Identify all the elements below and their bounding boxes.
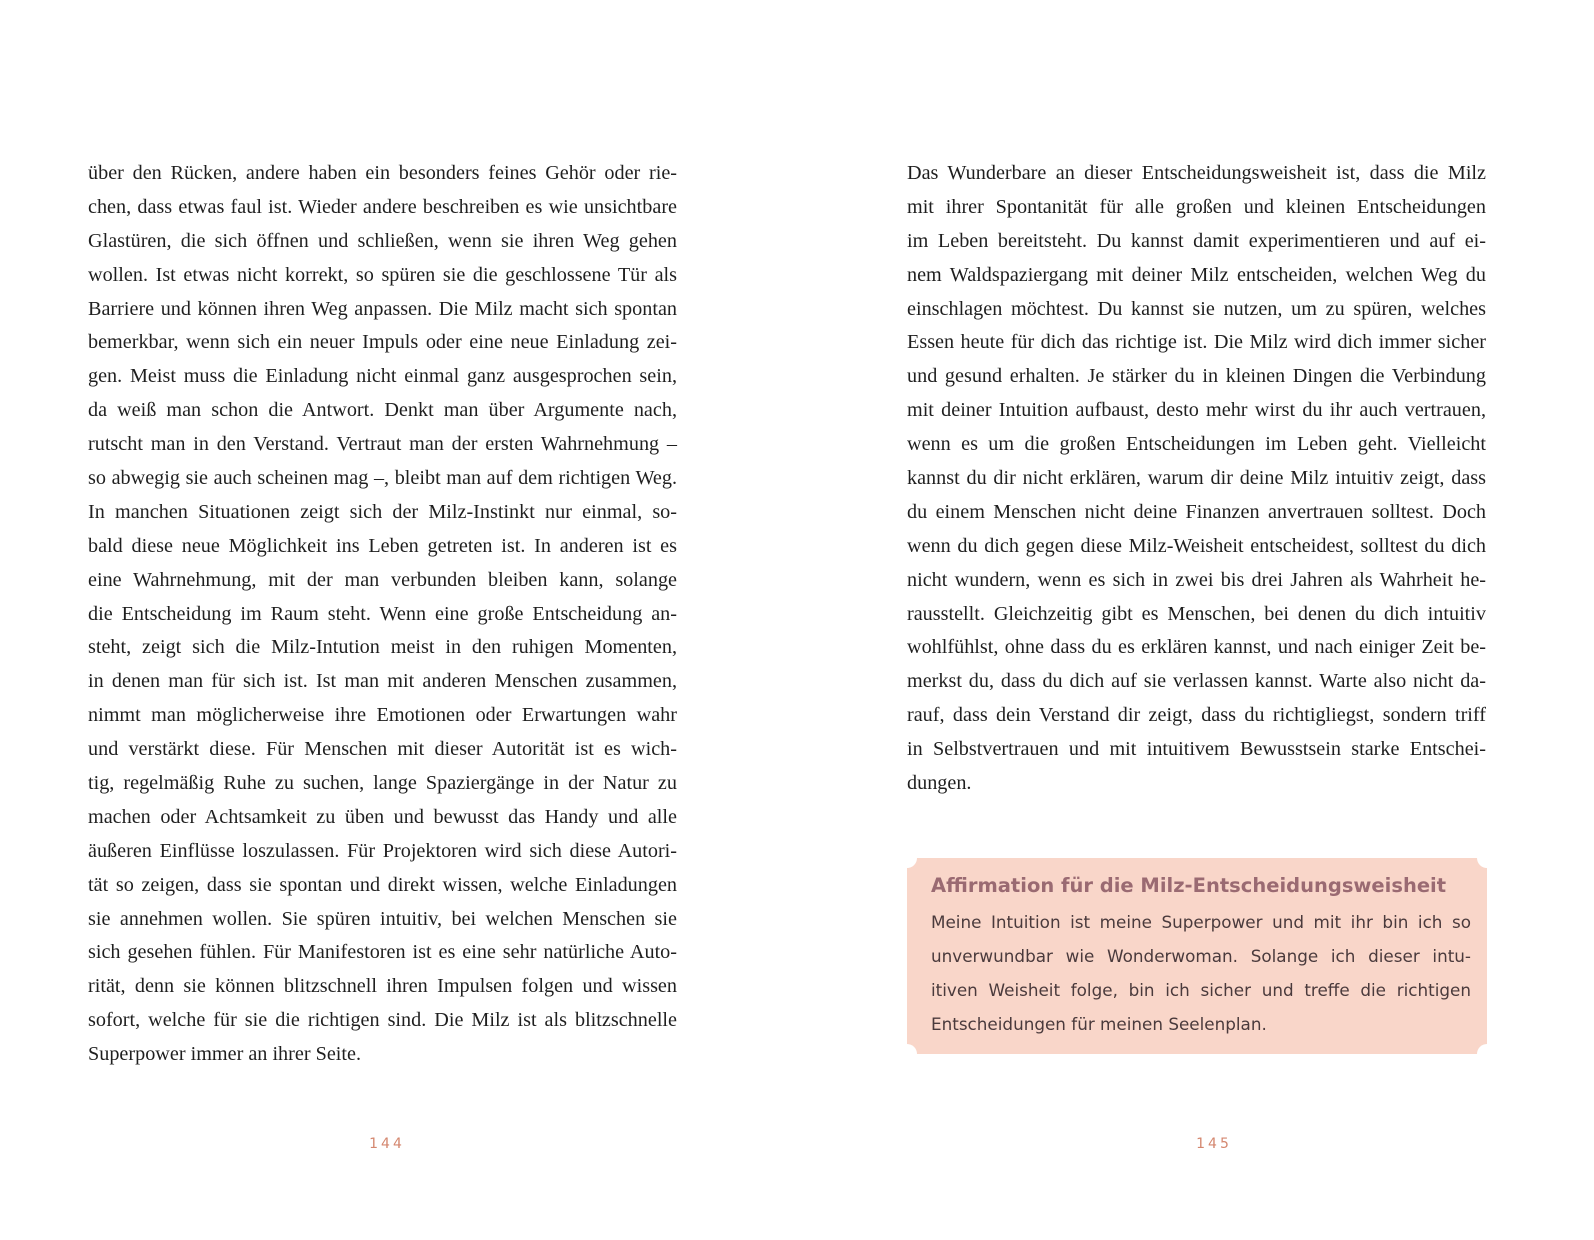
body-text: [88, 157, 677, 1072]
text-line: kannst du dir nicht erklären, warum dir deine Milz intuitiv zeigt, dass: [907, 467, 1486, 490]
text-line: im Leben bereitsteht. Du kannst damit experimentieren und auf ei-: [907, 229, 1486, 252]
box-corner-notch: [1477, 848, 1497, 868]
text-line: über den Rücken, andere haben ein besonders feines Gehör oder rie-: [88, 162, 677, 184]
text-line: wollen. Ist etwas nicht korrekt, so spüren sie die geschlossene Tür als: [88, 263, 677, 286]
text-line: rutscht man in den Verstand. Vertraut man der ersten Wahrnehmung –: [88, 433, 677, 456]
text-line: chen, dass etwas faul ist. Wieder andere beschreiben es wie unsichtbare: [88, 195, 677, 218]
text-line: wenn du dich gegen diese Milz-Weisheit entscheidest, solltest du dich: [907, 534, 1486, 557]
box-corner-notch: [1477, 1044, 1497, 1064]
text-line: wohlfühlst, ohne dass du es erklären kannst, und nach einiger Zeit be-: [907, 636, 1486, 659]
text-line: tät so zeigen, dass sie spontan und direkt wissen, welche Einladungen: [88, 873, 677, 896]
text-line: sie annehmen wollen. Sie spüren intuitiv, bei welchen Menschen sie: [88, 907, 677, 930]
text-line: Superpower immer an ihrer Seite.: [88, 1043, 362, 1066]
text-line: mit ihrer Spontanität für alle großen und kleinen Entscheidungen: [907, 195, 1486, 218]
text-line: machen oder Achtsamkeit zu üben und bewusst das Handy und alle: [88, 805, 677, 828]
affirmation-box: [907, 858, 1487, 1054]
page-number: 144: [369, 1136, 405, 1152]
text-line: bald diese neue Möglichkeit ins Leben getreten ist. In anderen ist es: [88, 534, 677, 557]
text-line: In manchen Situationen zeigt sich der Milz-Instinkt nur einmal, so-: [88, 500, 677, 523]
text-line: rität, denn sie können blitzschnell ihren Impulsen folgen und wissen: [88, 975, 677, 998]
text-line: tig, regelmäßig Ruhe zu suchen, lange Spaziergänge in der Natur zu: [88, 772, 677, 795]
text-line: nem Waldspaziergang mit deiner Milz entscheiden, welchen Weg du: [907, 263, 1486, 286]
affirmation-title: Affirmation für die Milz-Entscheidungsweisheit: [931, 874, 1447, 897]
text-line: rausstellt. Gleichzeitig gibt es Menschen, bei denen du dich intuitiv: [907, 602, 1486, 625]
text-line: einschlagen möchtest. Du kannst sie nutzen, um zu spüren, welches: [907, 297, 1486, 320]
text-line: itiven Weisheit folge, bin ich sicher und treffe die richtigen: [931, 980, 1471, 1000]
right-page: [797, 0, 1594, 1240]
text-line: sofort, welche für sie die richtigen sind. Die Milz ist als blitzschnelle: [88, 1009, 677, 1032]
text-line: Essen heute für dich das richtige ist. Die Milz wird dich immer sicher: [907, 331, 1486, 354]
text-line: Glastüren, die sich öffnen und schließen, wenn sie ihren Weg gehen: [88, 229, 677, 252]
text-line: steht, zeigt sich die Milz-Intution meist in den ruhigen Momenten,: [88, 636, 677, 659]
text-line: unverwundbar wie Wonderwoman. Solange ich dieser intu-: [931, 946, 1471, 966]
box-corner-notch: [897, 848, 917, 868]
page-number: 145: [1196, 1136, 1232, 1152]
text-line: nimmt man möglicherweise ihre Emotionen oder Erwartungen wahr: [88, 704, 677, 727]
text-line: du einem Menschen nicht deine Finanzen anvertrauen solltest. Doch: [907, 500, 1486, 523]
text-line: merkst du, dass du dich auf sie verlassen kannst. Warte also nicht da-: [907, 670, 1486, 693]
text-line: in denen man für sich ist. Ist man mit anderen Menschen zusammen,: [88, 670, 677, 693]
text-line: sich gesehen fühlen. Für Manifestoren ist es eine sehr natürliche Auto-: [88, 941, 677, 964]
affirmation-text: [931, 905, 1471, 1041]
text-line: und gesund erhalten. Je stärker du in kleinen Dingen die Verbindung: [907, 365, 1486, 388]
text-line: nicht wundern, wenn es sich in zwei bis drei Jahren als Wahrheit he-: [907, 568, 1486, 591]
text-line: bemerkbar, wenn sich ein neuer Impuls oder eine neue Einladung zei-: [88, 331, 677, 354]
body-text: [907, 157, 1486, 801]
text-line: in Selbstvertrauen und mit intuitivem Bewusstsein starke Entschei-: [907, 738, 1486, 761]
text-line: äußeren Einflüsse loszulassen. Für Projektoren wird sich diese Autori-: [88, 839, 677, 862]
text-line: da weiß man schon die Antwort. Denkt man über Argumente nach,: [88, 399, 677, 422]
text-line: gen. Meist muss die Einladung nicht einmal ganz ausgesprochen sein,: [88, 365, 677, 388]
text-line: wenn es um die großen Entscheidungen im Leben geht. Vielleicht: [907, 433, 1486, 456]
text-line: dungen.: [907, 772, 972, 795]
text-line: und verstärkt diese. Für Menschen mit dieser Autorität ist es wich-: [88, 738, 677, 761]
text-line: mit deiner Intuition aufbaust, desto mehr wirst du ihr auch vertrauen,: [907, 399, 1486, 422]
text-line: Das Wunderbare an dieser Entscheidungsweisheit ist, dass die Milz: [907, 162, 1486, 184]
text-line: so abwegig sie auch scheinen mag –, bleibt man auf dem richtigen Weg.: [88, 467, 677, 490]
text-line: eine Wahrnehmung, mit der man verbunden bleiben kann, solange: [88, 568, 677, 591]
text-line: rauf, dass dein Verstand dir zeigt, dass du richtigliegst, sondern triff: [907, 704, 1486, 727]
text-line: Entscheidungen für meinen Seelenplan.: [931, 1014, 1267, 1034]
text-line: die Entscheidung im Raum steht. Wenn eine große Entscheidung an-: [88, 602, 677, 625]
box-corner-notch: [897, 1044, 917, 1064]
text-line: Meine Intuition ist meine Superpower und mit ihr bin ich so: [931, 912, 1471, 932]
text-line: Barriere und können ihren Weg anpassen. Die Milz macht sich spontan: [88, 297, 677, 320]
